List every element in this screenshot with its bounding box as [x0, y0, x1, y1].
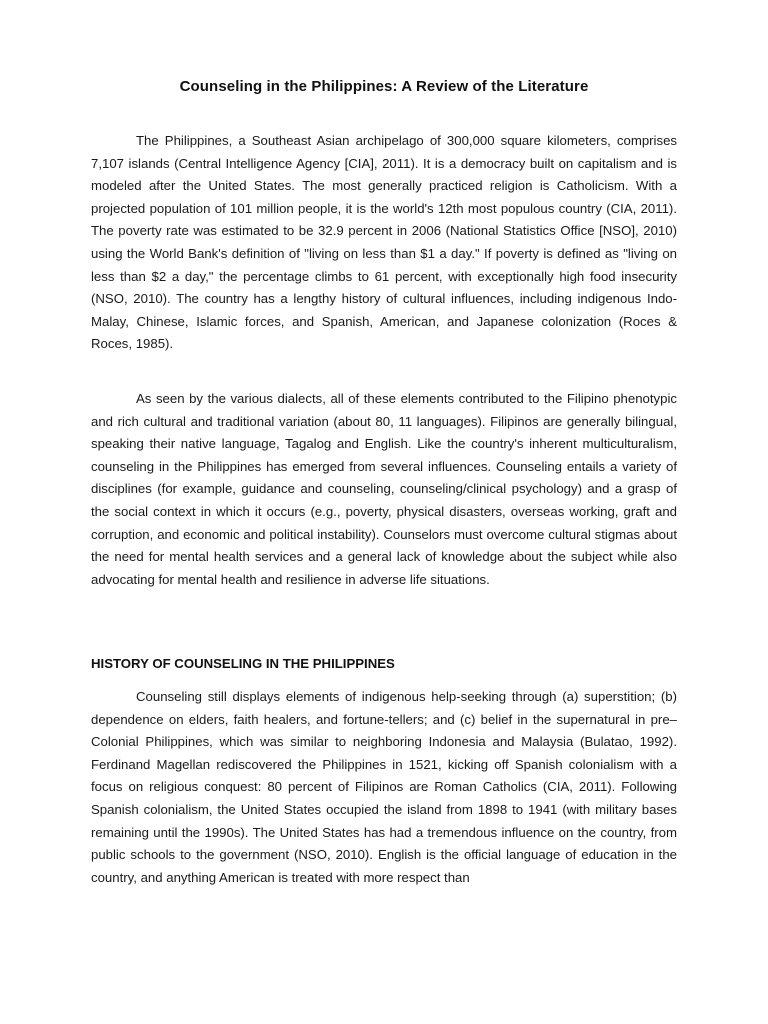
paragraph-multiculturalism	[91, 388, 677, 591]
paragraph-text: Counseling still displays elements of indigenous help-seeking through (a) superstition; (b) dependence on elders, faith healers, and fortune-tellers; and (c) belief in the supernatural in pre–Colonial Philippines, which was similar to neighboring Indonesia and Malaysia (Bulatao, 1992). Ferdinand Magellan rediscovered the Philippines in 1521, kicking off Spanish colonialism with a focus on religious conquest: 80 percent of Filipinos are Roman Catholics (CIA, 2011). Following Spanish colonialism, the United States occupied the island from 1898 to 1941 (with military bases remaining until the 1990s). The United States has had a tremendous influence on the country, from public schools to the government (NSO, 2010). English is the official language of education in the country, and anything American is treated with more respect than	[91, 689, 677, 885]
section-heading-history: HISTORY OF COUNSELING IN THE PHILIPPINES	[91, 656, 395, 671]
paragraph-text: As seen by the various dialects, all of these elements contributed to the Filipino phenotypic and rich cultural and traditional variation (about 80, 11 languages). Filipinos are generally bilingual, speaking their native language, Tagalog and English. Like the country's inherent multiculturalism, counseling in the Philippines has emerged from several influences. Counseling entails a variety of disciplines (for example, guidance and counseling, counseling/clinical psychology) and a grasp of the social context in which it occurs (e.g., poverty, physical disasters, overseas working, graft and corruption, and economic and political instability). Counselors must overcome cultural stigmas about the need for mental health services and a general lack of knowledge about the subject while also advocating for mental health and resilience in adverse life situations.	[91, 391, 677, 587]
paragraph-history	[91, 686, 677, 889]
paragraph-text: The Philippines, a Southeast Asian archipelago of 300,000 square kilometers, comprises 7,107 islands (Central Intelligence Agency [CIA], 2011). It is a democracy built on capitalism and is modeled after the United States. The most generally practiced religion is Catholicism. With a projected population of 101 million people, it is the world's 12th most populous country (CIA, 2011). The poverty rate was estimated to be 32.9 percent in 2006 (National Statistics Office [NSO], 2010) using the World Bank's definition of "living on less than $1 a day." If poverty is defined as "living on less than $2 a day," the percentage climbs to 61 percent, with exceptionally high food insecurity (NSO, 2010). The country has a lengthy history of cultural influences, including indigenous Indo-Malay, Chinese, Islamic forces, and Spanish, American, and Japanese colonization (Roces & Roces, 1985).	[91, 133, 677, 352]
paragraph-intro	[91, 130, 677, 356]
document-title: Counseling in the Philippines: A Review of the Literature	[179, 78, 589, 95]
